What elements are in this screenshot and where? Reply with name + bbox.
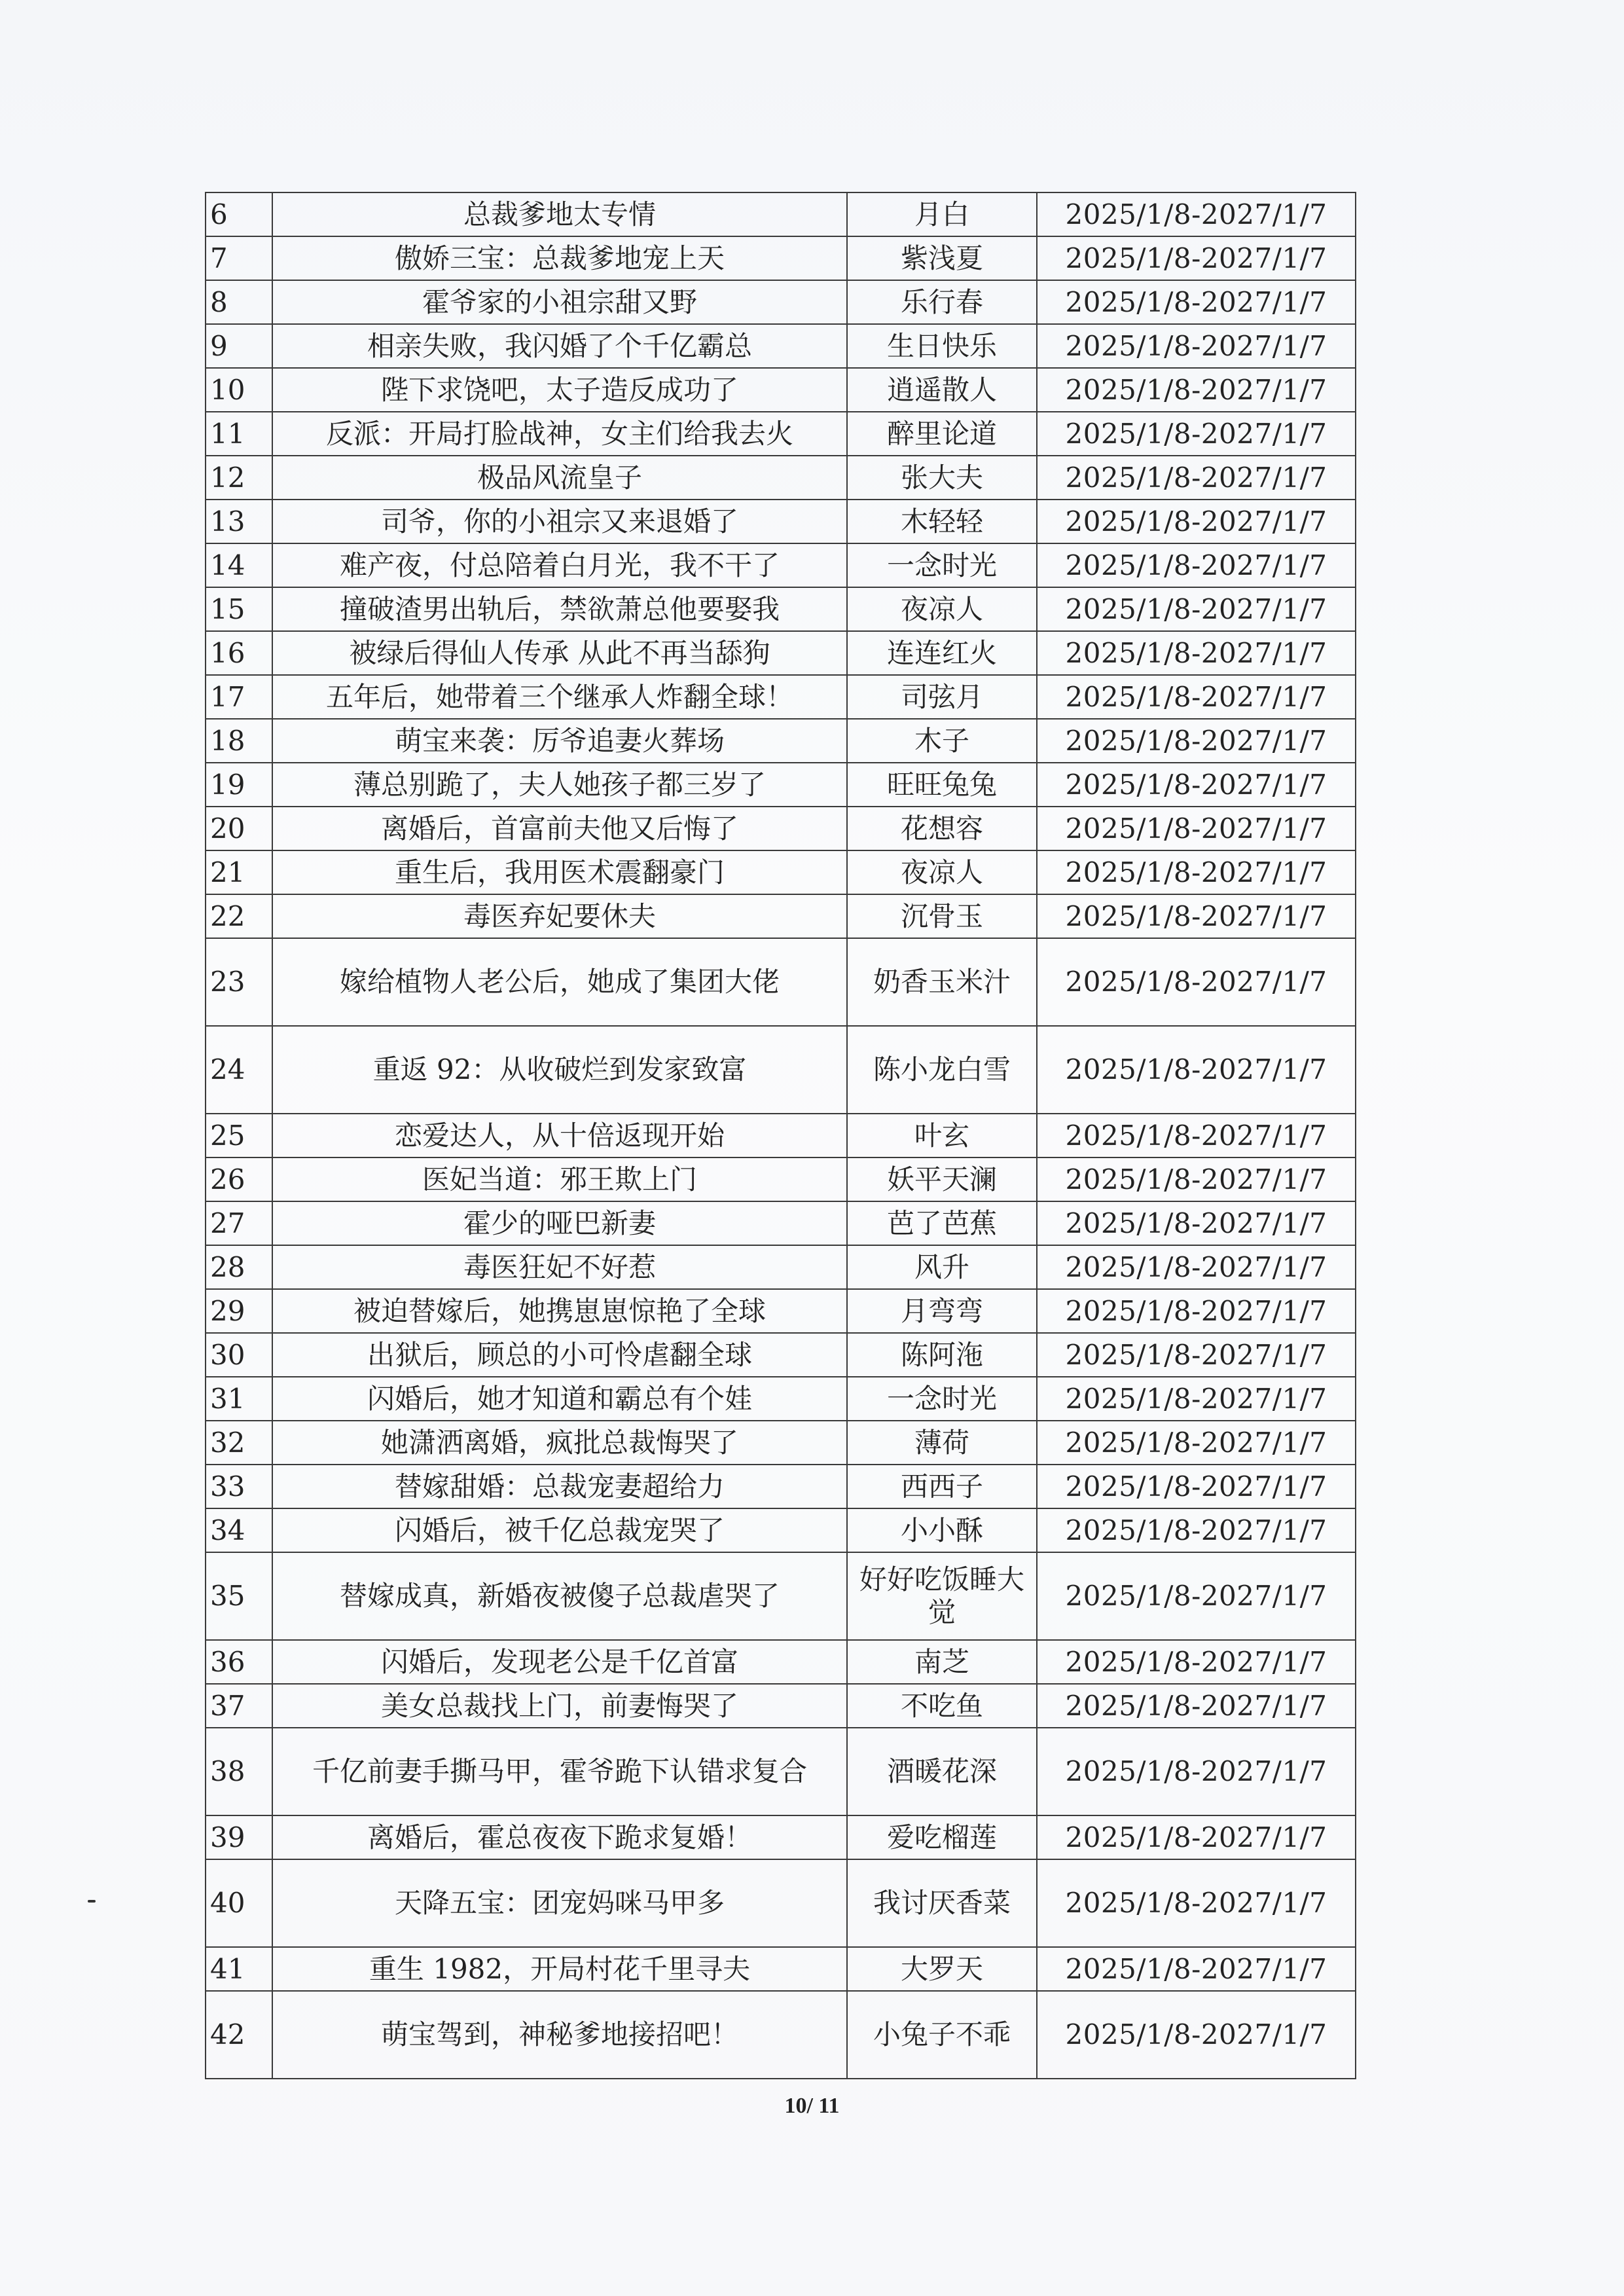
table-row bbox=[206, 807, 1356, 850]
work-title: 被迫替嫁后，她携崽崽惊艳了全球 bbox=[272, 1289, 847, 1333]
work-title: 替嫁成真，新婚夜被傻子总裁虐哭了 bbox=[272, 1552, 847, 1640]
license-period: 2025/1/8-2027/1/7 bbox=[1037, 1552, 1356, 1640]
table-row bbox=[206, 894, 1356, 938]
row-number: 7 bbox=[206, 236, 272, 280]
table-row bbox=[206, 1991, 1356, 2079]
author-name: 大罗天 bbox=[847, 1947, 1037, 1991]
author-name: 小小酥 bbox=[847, 1508, 1037, 1552]
work-title: 医妃当道：邪王欺上门 bbox=[272, 1157, 847, 1201]
table-row bbox=[206, 1157, 1356, 1201]
table-row bbox=[206, 1201, 1356, 1245]
table-row bbox=[206, 938, 1356, 1026]
author-name: 生日快乐 bbox=[847, 324, 1037, 368]
license-period: 2025/1/8-2027/1/7 bbox=[1037, 1728, 1356, 1815]
author-name: 逍遥散人 bbox=[847, 368, 1037, 412]
row-number: 17 bbox=[206, 675, 272, 719]
row-number: 13 bbox=[206, 500, 272, 543]
table-row bbox=[206, 1377, 1356, 1421]
row-number: 15 bbox=[206, 587, 272, 631]
author-name: 我讨厌香菜 bbox=[847, 1859, 1037, 1947]
license-period: 2025/1/8-2027/1/7 bbox=[1037, 675, 1356, 719]
table-row bbox=[206, 500, 1356, 543]
author-name: 夜凉人 bbox=[847, 850, 1037, 894]
license-period: 2025/1/8-2027/1/7 bbox=[1037, 1684, 1356, 1728]
row-number: 25 bbox=[206, 1114, 272, 1157]
work-title: 闪婚后，被千亿总裁宠哭了 bbox=[272, 1508, 847, 1552]
row-number: 35 bbox=[206, 1552, 272, 1640]
row-number: 9 bbox=[206, 324, 272, 368]
row-number: 42 bbox=[206, 1991, 272, 2079]
table-row bbox=[206, 1421, 1356, 1465]
author-name: 司弦月 bbox=[847, 675, 1037, 719]
license-period: 2025/1/8-2027/1/7 bbox=[1037, 1947, 1356, 1991]
page-number: 10/ 11 bbox=[784, 2094, 840, 2118]
table-row bbox=[206, 456, 1356, 500]
row-number: 37 bbox=[206, 1684, 272, 1728]
author-name: 一念时光 bbox=[847, 1377, 1037, 1421]
license-period: 2025/1/8-2027/1/7 bbox=[1037, 631, 1356, 675]
row-number: 33 bbox=[206, 1465, 272, 1508]
work-title: 恋爱达人，从十倍返现开始 bbox=[272, 1114, 847, 1157]
work-title: 傲娇三宝：总裁爹地宠上天 bbox=[272, 236, 847, 280]
row-number: 11 bbox=[206, 412, 272, 456]
table-row bbox=[206, 1508, 1356, 1552]
author-name: 夜凉人 bbox=[847, 587, 1037, 631]
table-row bbox=[206, 587, 1356, 631]
license-period: 2025/1/8-2027/1/7 bbox=[1037, 1026, 1356, 1114]
row-number: 34 bbox=[206, 1508, 272, 1552]
table-row bbox=[206, 1640, 1356, 1684]
author-name: 南芝 bbox=[847, 1640, 1037, 1684]
table-row bbox=[206, 1947, 1356, 1991]
table-row bbox=[206, 1728, 1356, 1815]
license-period: 2025/1/8-2027/1/7 bbox=[1037, 1508, 1356, 1552]
table-body bbox=[206, 192, 1356, 2079]
table-row bbox=[206, 1465, 1356, 1508]
author-name: 木轻轻 bbox=[847, 500, 1037, 543]
author-name: 薄荷 bbox=[847, 1421, 1037, 1465]
work-title: 出狱后，顾总的小可怜虐翻全球 bbox=[272, 1333, 847, 1377]
table-row bbox=[206, 631, 1356, 675]
work-title: 薄总别跪了，夫人她孩子都三岁了 bbox=[272, 763, 847, 807]
author-name: 酒暖花深 bbox=[847, 1728, 1037, 1815]
license-period: 2025/1/8-2027/1/7 bbox=[1037, 1157, 1356, 1201]
table-row bbox=[206, 1552, 1356, 1640]
work-title: 闪婚后，发现老公是千亿首富 bbox=[272, 1640, 847, 1684]
work-title: 美女总裁找上门，前妻悔哭了 bbox=[272, 1684, 847, 1728]
table-row bbox=[206, 719, 1356, 763]
work-title: 萌宝来袭：厉爷追妻火葬场 bbox=[272, 719, 847, 763]
author-name: 连连红火 bbox=[847, 631, 1037, 675]
author-name: 旺旺兔兔 bbox=[847, 763, 1037, 807]
table-row bbox=[206, 1859, 1356, 1947]
row-number: 38 bbox=[206, 1728, 272, 1815]
license-period: 2025/1/8-2027/1/7 bbox=[1037, 324, 1356, 368]
author-name: 陈阿沲 bbox=[847, 1333, 1037, 1377]
author-name: 不吃鱼 bbox=[847, 1684, 1037, 1728]
row-number: 21 bbox=[206, 850, 272, 894]
work-title: 重返 92：从收破烂到发家致富 bbox=[272, 1026, 847, 1114]
row-number: 6 bbox=[206, 192, 272, 236]
license-period: 2025/1/8-2027/1/7 bbox=[1037, 763, 1356, 807]
license-period: 2025/1/8-2027/1/7 bbox=[1037, 1114, 1356, 1157]
row-number: 27 bbox=[206, 1201, 272, 1245]
author-name: 月弯弯 bbox=[847, 1289, 1037, 1333]
author-name: 张大夫 bbox=[847, 456, 1037, 500]
work-title: 五年后，她带着三个继承人炸翻全球！ bbox=[272, 675, 847, 719]
work-title: 萌宝驾到，神秘爹地接招吧！ bbox=[272, 1991, 847, 2079]
license-period: 2025/1/8-2027/1/7 bbox=[1037, 807, 1356, 850]
author-name: 叶玄 bbox=[847, 1114, 1037, 1157]
table-row bbox=[206, 1114, 1356, 1157]
work-title: 嫁给植物人老公后，她成了集团大佬 bbox=[272, 938, 847, 1026]
author-name: 月白 bbox=[847, 192, 1037, 236]
license-period: 2025/1/8-2027/1/7 bbox=[1037, 1421, 1356, 1465]
license-period: 2025/1/8-2027/1/7 bbox=[1037, 1333, 1356, 1377]
table-row bbox=[206, 324, 1356, 368]
table-row bbox=[206, 280, 1356, 324]
row-number: 28 bbox=[206, 1245, 272, 1289]
work-title: 霍少的哑巴新妻 bbox=[272, 1201, 847, 1245]
license-period: 2025/1/8-2027/1/7 bbox=[1037, 938, 1356, 1026]
author-name: 风升 bbox=[847, 1245, 1037, 1289]
table-row bbox=[206, 1815, 1356, 1859]
work-title: 霍爷家的小祖宗甜又野 bbox=[272, 280, 847, 324]
work-list-table bbox=[205, 192, 1356, 2079]
row-number: 32 bbox=[206, 1421, 272, 1465]
work-title: 离婚后，霍总夜夜下跪求复婚！ bbox=[272, 1815, 847, 1859]
work-title: 千亿前妻手撕马甲，霍爷跪下认错求复合 bbox=[272, 1728, 847, 1815]
license-period: 2025/1/8-2027/1/7 bbox=[1037, 500, 1356, 543]
scan-mark bbox=[88, 1900, 96, 1903]
author-name: 花想容 bbox=[847, 807, 1037, 850]
row-number: 14 bbox=[206, 543, 272, 587]
row-number: 20 bbox=[206, 807, 272, 850]
author-name: 乐行春 bbox=[847, 280, 1037, 324]
row-number: 36 bbox=[206, 1640, 272, 1684]
work-title: 天降五宝：团宠妈咪马甲多 bbox=[272, 1859, 847, 1947]
work-title: 毒医狂妃不好惹 bbox=[272, 1245, 847, 1289]
table-row bbox=[206, 1289, 1356, 1333]
work-title: 总裁爹地太专情 bbox=[272, 192, 847, 236]
work-title: 她潇洒离婚，疯批总裁悔哭了 bbox=[272, 1421, 847, 1465]
table-row bbox=[206, 236, 1356, 280]
table-row bbox=[206, 1026, 1356, 1114]
license-period: 2025/1/8-2027/1/7 bbox=[1037, 280, 1356, 324]
row-number: 29 bbox=[206, 1289, 272, 1333]
license-period: 2025/1/8-2027/1/7 bbox=[1037, 192, 1356, 236]
row-number: 26 bbox=[206, 1157, 272, 1201]
work-title: 替嫁甜婚：总裁宠妻超给力 bbox=[272, 1465, 847, 1508]
row-number: 19 bbox=[206, 763, 272, 807]
work-title: 司爷，你的小祖宗又来退婚了 bbox=[272, 500, 847, 543]
license-period: 2025/1/8-2027/1/7 bbox=[1037, 1640, 1356, 1684]
row-number: 41 bbox=[206, 1947, 272, 1991]
table-row bbox=[206, 763, 1356, 807]
row-number: 18 bbox=[206, 719, 272, 763]
work-title: 毒医弃妃要休夫 bbox=[272, 894, 847, 938]
license-period: 2025/1/8-2027/1/7 bbox=[1037, 1991, 1356, 2079]
author-name: 西西子 bbox=[847, 1465, 1037, 1508]
license-period: 2025/1/8-2027/1/7 bbox=[1037, 587, 1356, 631]
license-period: 2025/1/8-2027/1/7 bbox=[1037, 368, 1356, 412]
work-title: 相亲失败，我闪婚了个千亿霸总 bbox=[272, 324, 847, 368]
work-title: 撞破渣男出轨后，禁欲萧总他要娶我 bbox=[272, 587, 847, 631]
author-name: 木子 bbox=[847, 719, 1037, 763]
row-number: 22 bbox=[206, 894, 272, 938]
license-period: 2025/1/8-2027/1/7 bbox=[1037, 850, 1356, 894]
work-title: 难产夜，付总陪着白月光，我不干了 bbox=[272, 543, 847, 587]
license-period: 2025/1/8-2027/1/7 bbox=[1037, 894, 1356, 938]
work-title: 重生 1982，开局村花千里寻夫 bbox=[272, 1947, 847, 1991]
work-title: 反派：开局打脸战神，女主们给我去火 bbox=[272, 412, 847, 456]
work-title: 闪婚后，她才知道和霸总有个娃 bbox=[272, 1377, 847, 1421]
table-row bbox=[206, 192, 1356, 236]
license-period: 2025/1/8-2027/1/7 bbox=[1037, 456, 1356, 500]
license-period: 2025/1/8-2027/1/7 bbox=[1037, 412, 1356, 456]
work-title: 极品风流皇子 bbox=[272, 456, 847, 500]
work-title: 陛下求饶吧，太子造反成功了 bbox=[272, 368, 847, 412]
table-row bbox=[206, 850, 1356, 894]
row-number: 40 bbox=[206, 1859, 272, 1947]
table-row bbox=[206, 675, 1356, 719]
row-number: 8 bbox=[206, 280, 272, 324]
license-period: 2025/1/8-2027/1/7 bbox=[1037, 1859, 1356, 1947]
license-period: 2025/1/8-2027/1/7 bbox=[1037, 1377, 1356, 1421]
author-name: 芭了芭蕉 bbox=[847, 1201, 1037, 1245]
table-row bbox=[206, 1333, 1356, 1377]
row-number: 31 bbox=[206, 1377, 272, 1421]
row-number: 24 bbox=[206, 1026, 272, 1114]
license-period: 2025/1/8-2027/1/7 bbox=[1037, 1465, 1356, 1508]
author-name: 一念时光 bbox=[847, 543, 1037, 587]
author-name: 奶香玉米汁 bbox=[847, 938, 1037, 1026]
license-period: 2025/1/8-2027/1/7 bbox=[1037, 719, 1356, 763]
table-row bbox=[206, 1245, 1356, 1289]
work-title: 离婚后，首富前夫他又后悔了 bbox=[272, 807, 847, 850]
license-period: 2025/1/8-2027/1/7 bbox=[1037, 1289, 1356, 1333]
work-title: 被绿后得仙人传承 从此不再当舔狗 bbox=[272, 631, 847, 675]
row-number: 39 bbox=[206, 1815, 272, 1859]
author-name: 醉里论道 bbox=[847, 412, 1037, 456]
table-row bbox=[206, 368, 1356, 412]
license-period: 2025/1/8-2027/1/7 bbox=[1037, 1201, 1356, 1245]
table-row bbox=[206, 412, 1356, 456]
author-name: 沉骨玉 bbox=[847, 894, 1037, 938]
work-title: 重生后，我用医术震翻豪门 bbox=[272, 850, 847, 894]
author-name: 爱吃榴莲 bbox=[847, 1815, 1037, 1859]
author-name: 紫浅夏 bbox=[847, 236, 1037, 280]
row-number: 23 bbox=[206, 938, 272, 1026]
license-period: 2025/1/8-2027/1/7 bbox=[1037, 236, 1356, 280]
row-number: 12 bbox=[206, 456, 272, 500]
author-name: 好好吃饭睡大觉 bbox=[847, 1552, 1037, 1640]
license-period: 2025/1/8-2027/1/7 bbox=[1037, 1245, 1356, 1289]
row-number: 30 bbox=[206, 1333, 272, 1377]
author-name: 妖平天澜 bbox=[847, 1157, 1037, 1201]
table-row bbox=[206, 1684, 1356, 1728]
license-period: 2025/1/8-2027/1/7 bbox=[1037, 543, 1356, 587]
row-number: 16 bbox=[206, 631, 272, 675]
row-number: 10 bbox=[206, 368, 272, 412]
license-period: 2025/1/8-2027/1/7 bbox=[1037, 1815, 1356, 1859]
author-name: 陈小龙白雪 bbox=[847, 1026, 1037, 1114]
table-row bbox=[206, 543, 1356, 587]
author-name: 小兔子不乖 bbox=[847, 1991, 1037, 2079]
